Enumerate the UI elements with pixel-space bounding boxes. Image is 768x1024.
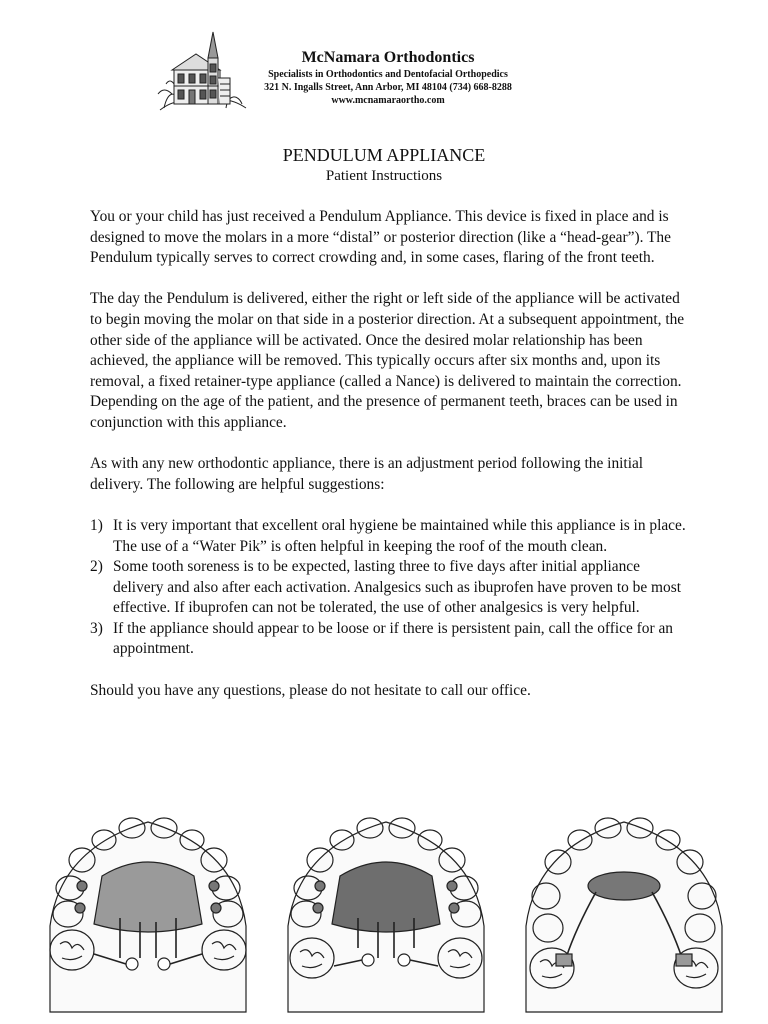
- paragraph-closing: Should you have any questions, please do not hesitate to call our office.: [90, 681, 531, 699]
- list-item: [90, 619, 690, 660]
- document-body: [90, 207, 690, 722]
- letterhead-text: [238, 48, 538, 107]
- list-item: [90, 516, 690, 557]
- house-logo: [156, 28, 248, 112]
- list-item: [90, 557, 690, 619]
- paragraph-adjustment: As with any new orthodontic appliance, there is an adjustment period following the initial delivery. The following are helpful suggestions:: [90, 455, 644, 493]
- list-item-number: 2): [90, 558, 103, 576]
- suggestions-list: [90, 516, 690, 660]
- document-subtitle: Patient Instructions: [325, 168, 443, 184]
- paragraph-activation: The day the Pendulum is delivered, either the right or left side of the appliance will be activated to begin moving the molar on that side in a posterior direction. At a subsequent appointment, the other side of the appliance will be activated. Once the desired molar relationship has been achieved, the appliance will be removed. This typically occurs after six months and, upon its removal, a fixed retainer-type appliance (called a Nance) is delivered to maintain the correction. Depending on the age of the patient, and the presence of permanent teeth, braces can be used in conjunction with this appliance.: [90, 290, 685, 431]
- paragraph-intro: You or your child has just received a Pendulum Appliance. This device is fixed in place and is designed to move the molars in a more “distal” or posterior direction (like a “head-gear”). The Pendulum typically serves to correct crowding and, in some cases, flaring of the front teeth.: [90, 208, 671, 267]
- practice-website: www.mcnamaraortho.com: [331, 95, 445, 106]
- pendulum-appliance-activated-drawing: [278, 808, 494, 1014]
- practice-specialty: Specialists in Orthodontics and Dentofacial Orthopedics: [268, 69, 508, 80]
- letterhead: [150, 28, 630, 114]
- practice-address: 321 N. Ingalls Street, Ann Arbor, MI 48104 (734) 668-8288: [264, 82, 512, 93]
- illustrations: [22, 808, 746, 1018]
- document-title: PENDULUM APPLIANCE: [282, 145, 486, 165]
- practice-name: McNamara Orthodontics: [301, 49, 475, 66]
- list-item-text: It is very important that excellent oral hygiene be maintained while this appliance is in place. The use of a “Water Pik” is often helpful in keeping the roof of the mouth clean.: [113, 516, 686, 555]
- list-item-text: Some tooth soreness is to be expected, lasting three to five days after initial appliance delivery and also after each activation. Analgesics such as ibuprofen have proven to be most effective. If ibuprofen can not be tolerated, the use of other analgesics is very helpful.: [113, 558, 681, 617]
- list-item-number: 3): [90, 619, 103, 637]
- pendulum-appliance-drawing: [40, 808, 256, 1014]
- list-item-number: 1): [90, 516, 103, 534]
- list-item-text: If the appliance should appear to be loose or if there is persistent pain, call the office for an appointment.: [113, 619, 673, 658]
- nance-appliance-drawing: [516, 808, 732, 1014]
